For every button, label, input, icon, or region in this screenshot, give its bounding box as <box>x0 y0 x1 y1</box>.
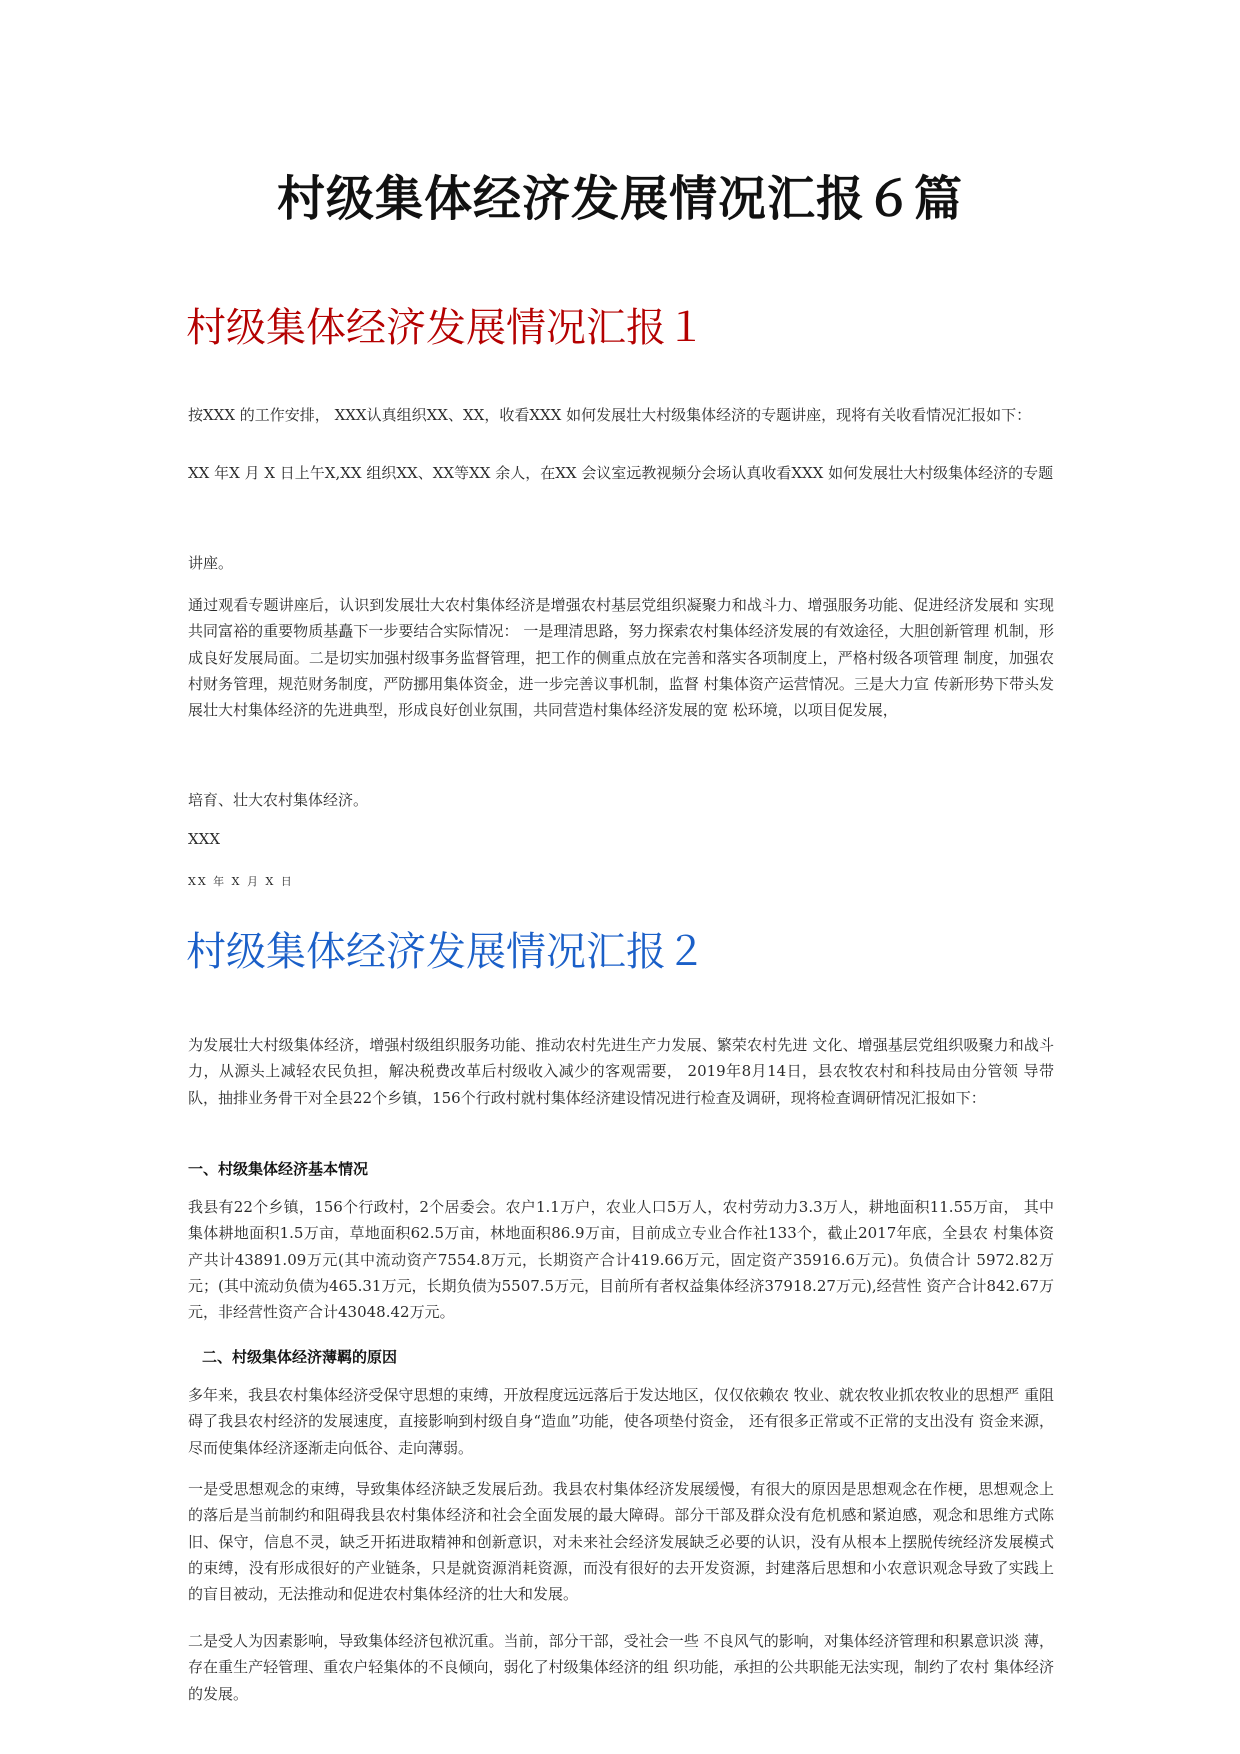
section-2-paragraph-4: 一是受思想观念的束缚，导致集体经济缺乏发展后劲。我县农村集体经济发展缓慢，有很大的原因是思想观念在作梗，思想观念上的落后是当前制约和阻碍我县农村集体经济和社会全面发展的最大障碍。部分干部及群众没有危机感和紧迫感，观念和思维方式陈旧、保守，信息不灵，缺乏开拓进取精神和创新意识，对未来社会经济发展缺乏必要的认识，没有从根本上摆脱传统经济发展模式的束缚，没有形成很好的产业链条，只是就资源消耗资源，而没有很好的去开发资源，封建落后思想和小农意识观念导致了实践上的盲目被动，无法推动和促进农村集体经济的壮大和发展。 <box>188 1480 1054 1603</box>
section-1-paragraph-4: 通过观看专题讲座后，认识到发展壮大农村集体经济是增强农村基层党组织凝聚力和战斗力、增强服务功能、促进经济发展和 实现共同富裕的重要物质基矗下一步要结合实际情况： 一是理清思路，努力探索农村集体经济发展的有效途径，大胆创新管理 机制，形成良好发展局面。二是切实加强村级事务监督管理，把工作的侧重点放在完善和落实各项制度上，严格村级各项管理 制度，加强农村财务管理，规范财务制度，严防挪用集体资金，进一步完善议事机制，监督 村集体资产运营情况。三是大力宣 传新形势下带头发展壮大村集体经济的先进典型，形成良好创业氛围，共同营造村集体经济发展的宽 松环境，以项目促发展， <box>188 596 1054 719</box>
section-1-signature: XXX <box>188 830 221 848</box>
section-1-date: XX 年 X 月 X 日 <box>188 875 294 888</box>
document-title: 村级集体经济发展情况汇报６篇 <box>276 171 963 227</box>
section-2-heading-2: 二、村级集体经济薄羁的原因 <box>202 1348 398 1366</box>
section-2-paragraph-2: 我县有22个乡镇，156个行政村，2个居委会。农户1.1万户，农业人口5万人，农村劳动力3.3万人，耕地面积11.55万亩， 其中集体耕地面积1.5万亩，草地面积62.5万亩，林地面积86.9万亩，目前成立专业合作社133个，截止2017年底，全县农 村集体资产共计43891.09万元(其中流动资产7554.8万元，长期资产合计419.66万元，固定资产35916.6万元)。负债合计 5972.82万元；(其中流动负债为465.31万元，长期负债为5507.5万元，目前所有者权益集体经济37918.27万元),经营性 资产合计842.67万元，非经营性资产合计43048.42万元。 <box>188 1198 1054 1321</box>
section-2-heading-1: 一、村级集体经济基本情况 <box>188 1160 369 1178</box>
section-1-paragraph-5: 培育、壮大农村集体经济。 <box>188 791 369 809</box>
section-2-title: 村级集体经济发展情况汇报２ <box>186 929 706 975</box>
section-1-paragraph-3: 讲座。 <box>188 554 234 572</box>
section-2-paragraph-5: 二是受人为因素影响，导致集体经济包袱沉重。当前，部分干部，受社会一些 不良风气的影响，对集体经济管理和积累意识淡 薄，存在重生产轻管理、重农户轻集体的不良倾向，弱化了村级集体经济的组 织功能，承担的公共职能无法实现，制约了农村 集体经济的发展。 <box>188 1632 1054 1703</box>
section-2-paragraph-1: 为发展壮大村级集体经济，增强村级组织服务功能、推动农村先进生产力发展、繁荣农村先进 文化、增强基层党组织吸聚力和战斗力，从源头上减轻农民负担，解决税费改革后村级收入减少的客观需要， 2019年8月14日，县农牧农村和科技局由分管领 导带队，抽排业务骨干对全县22个乡镇，156个行政村就村集体经济建设情况进行检查及调研，现将检查调研情况汇报如下： <box>188 1036 1054 1107</box>
section-1-paragraph-1: 按XXX 的工作安排， XXX认真组织XX、XX，收看XXX 如何发展壮大村级集体经济的专题讲座，现将有关收看情况汇报如下： <box>188 406 1032 424</box>
section-2-paragraph-3: 多年来，我县农村集体经济受保守思想的束缚，开放程度远远落后于发达地区，仅仅依赖农 牧业、就农牧业抓农牧业的思想严 重阻碍了我县农村经济的发展速度，直接影响到村级自身“造血”功能，使各项垫付资金， 还有很多正常或不正常的支出没有 资金来源，尽而使集体经济逐渐走向低谷、走向薄弱。 <box>188 1386 1054 1457</box>
section-1-paragraph-2: XX 年X 月 X 日上午X,XX 组织XX、XX等XX 余人，在XX 会议室远教视频分会场认真收看XXX 如何发展壮大村级集体经济的专题 <box>188 464 1054 482</box>
section-1-title: 村级集体经济发展情况汇报１ <box>186 305 706 351</box>
